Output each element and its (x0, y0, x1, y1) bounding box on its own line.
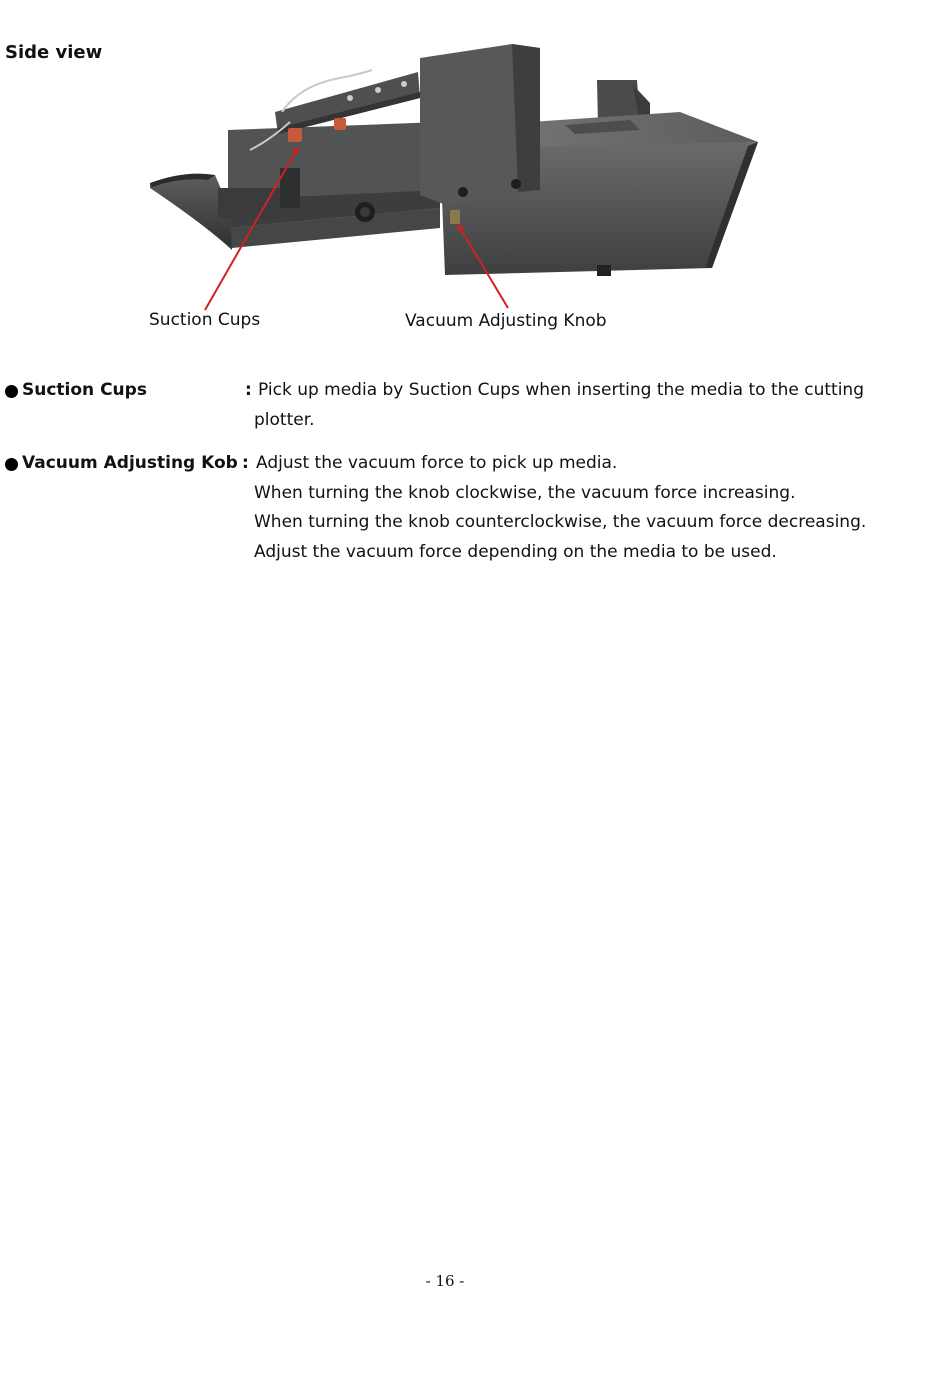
side-view-illustration (0, 0, 950, 340)
description-line: When turning the knob counterclockwise, the vacuum force decreasing. (254, 512, 867, 532)
description-line: plotter. (254, 410, 315, 430)
description-line: Pick up media by Suction Cups when inserting the media to the cutting (258, 380, 864, 400)
bullet-icon (5, 385, 18, 398)
page-number: - 16 - (425, 1272, 465, 1290)
description-line: Adjust the vacuum force to pick up media. (256, 453, 618, 473)
description-line: When turning the knob clockwise, the vacuum force increasing. (254, 483, 796, 503)
bullet-icon (5, 458, 18, 471)
term-separator: : (242, 453, 249, 473)
term-vacuum-adjusting-knob: Vacuum Adjusting Kob (22, 453, 238, 473)
callout-label-suction-cups: Suction Cups (149, 310, 261, 330)
term-suction-cups: Suction Cups (22, 380, 147, 400)
term-separator: : (245, 380, 252, 400)
description-line: Adjust the vacuum force depending on the media to be used. (254, 542, 777, 562)
section-title: Side view (5, 42, 103, 63)
machine-body (150, 44, 758, 276)
callout-label-vacuum-adjusting-knob: Vacuum Adjusting Knob (405, 311, 607, 331)
